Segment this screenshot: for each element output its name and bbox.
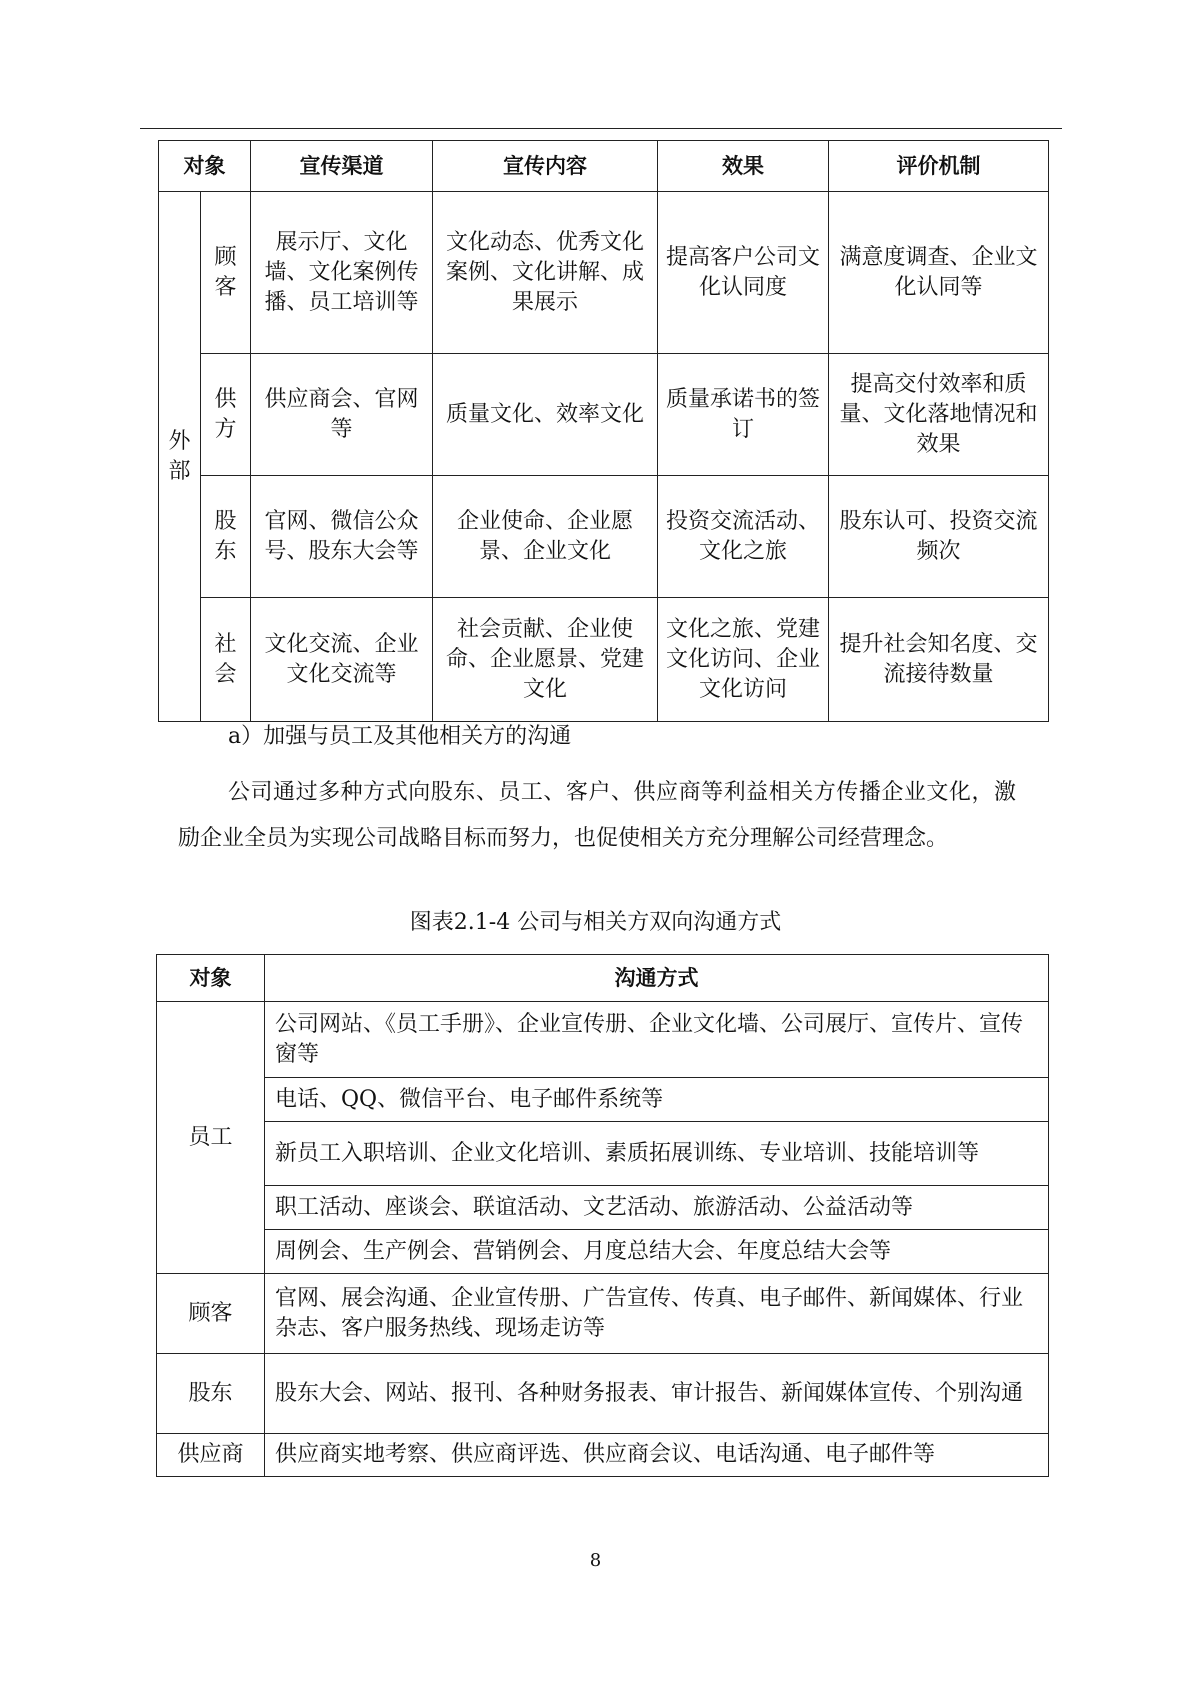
method-cell: 公司网站、《员工手册》、企业宣传册、企业文化墙、公司展厅、宣传片、宣传窗等: [265, 1002, 1049, 1078]
table-row: [157, 1078, 1049, 1122]
row-channel: 官网、微信公众号、股东大会等: [264, 508, 419, 564]
target-cell: 顾客: [157, 1274, 265, 1354]
header-effect: 效果: [658, 141, 829, 192]
row-content: 社会贡献、企业使命、企业愿景、党建文化: [445, 616, 644, 702]
row-channel: 展示厅、文化墙、文化案例传播、员工培训等: [264, 229, 419, 315]
header-method: 沟通方式: [265, 955, 1049, 1002]
method-cell: 股东大会、网站、报刊、各种财务报表、审计报告、新闻媒体宣传、个别沟通: [265, 1354, 1049, 1434]
row-evaluation: 提升社会知名度、交流接待数量: [839, 631, 1038, 687]
page-number: 8: [589, 1550, 602, 1571]
table-caption: 图表2.1-4 公司与相关方双向沟通方式: [409, 910, 782, 935]
row-evaluation: 股东认可、投资交流频次: [839, 508, 1038, 564]
row-evaluation: 满意度调查、企业文化认同等: [839, 244, 1038, 300]
method-cell: 官网、展会沟通、企业宣传册、广告宣传、传真、电子邮件、新闻媒体、行业杂志、客户服务热线、现场走访等: [265, 1274, 1049, 1354]
table-row: [159, 354, 1049, 476]
group-label-cell: [159, 192, 201, 722]
table-row: [157, 1186, 1049, 1230]
row-target: 顾客: [214, 244, 237, 300]
target-cell: 员工: [157, 1002, 265, 1274]
row-target: 股东: [214, 508, 237, 564]
table-row: [157, 1002, 1049, 1078]
group-label: 外部: [168, 428, 191, 484]
method-cell: 供应商实地考察、供应商评选、供应商会议、电话沟通、电子邮件等: [265, 1434, 1049, 1477]
header-rule: [140, 128, 1062, 129]
row-channel: 文化交流、企业文化交流等: [264, 631, 419, 687]
table-row: [157, 1354, 1049, 1434]
table-row: [159, 192, 1049, 354]
row-content: 文化动态、优秀文化案例、文化讲解、成果展示: [445, 229, 644, 315]
table-row: [159, 476, 1049, 598]
target-cell: 股东: [157, 1354, 265, 1434]
communication-table: [156, 954, 1049, 1477]
row-effect: 文化之旅、党建文化访问、企业文化访问: [665, 616, 820, 702]
row-target: 社会: [214, 631, 237, 687]
table-row: [157, 1274, 1049, 1354]
table-header-row: [157, 955, 1049, 1002]
row-effect: 提高客户公司文化认同度: [665, 244, 820, 300]
header-channel: 宣传渠道: [251, 141, 433, 192]
body-paragraph: 公司通过多种方式向股东、员工、客户、供应商等利益相关方传播企业文化，激励企业全员为实现公司战略目标而努力，也促使相关方充分理解公司经营理念。: [178, 780, 1016, 851]
table-row: [157, 1434, 1049, 1477]
header-target: 对象: [159, 141, 251, 192]
row-effect: 质量承诺书的签订: [665, 386, 820, 442]
row-effect: 投资交流活动、文化之旅: [665, 508, 820, 564]
table-header-row: [159, 141, 1049, 192]
row-channel: 供应商会、官网等: [264, 386, 419, 442]
row-content: 企业使命、企业愿景、企业文化: [456, 508, 633, 564]
table-row: [159, 598, 1049, 722]
method-cell: 职工活动、座谈会、联谊活动、文艺活动、旅游活动、公益活动等: [265, 1186, 1049, 1230]
method-cell: 周例会、生产例会、营销例会、月度总结大会、年度总结大会等: [265, 1230, 1049, 1274]
method-cell: 电话、QQ、微信平台、电子邮件系统等: [265, 1078, 1049, 1122]
header-evaluation: 评价机制: [829, 141, 1049, 192]
header-content: 宣传内容: [433, 141, 658, 192]
row-evaluation: 提高交付效率和质量、文化落地情况和效果: [839, 371, 1038, 457]
row-content: 质量文化、效率文化: [445, 401, 644, 427]
section-heading: a）加强与员工及其他相关方的沟通: [228, 724, 572, 749]
row-target: 供方: [214, 386, 237, 442]
table-row: [157, 1230, 1049, 1274]
method-cell: 新员工入职培训、企业文化培训、素质拓展训练、专业培训、技能培训等: [265, 1122, 1049, 1186]
publicity-table: [158, 140, 1049, 722]
table-row: [157, 1122, 1049, 1186]
target-cell: 供应商: [157, 1434, 265, 1477]
header-target: 对象: [157, 955, 265, 1002]
